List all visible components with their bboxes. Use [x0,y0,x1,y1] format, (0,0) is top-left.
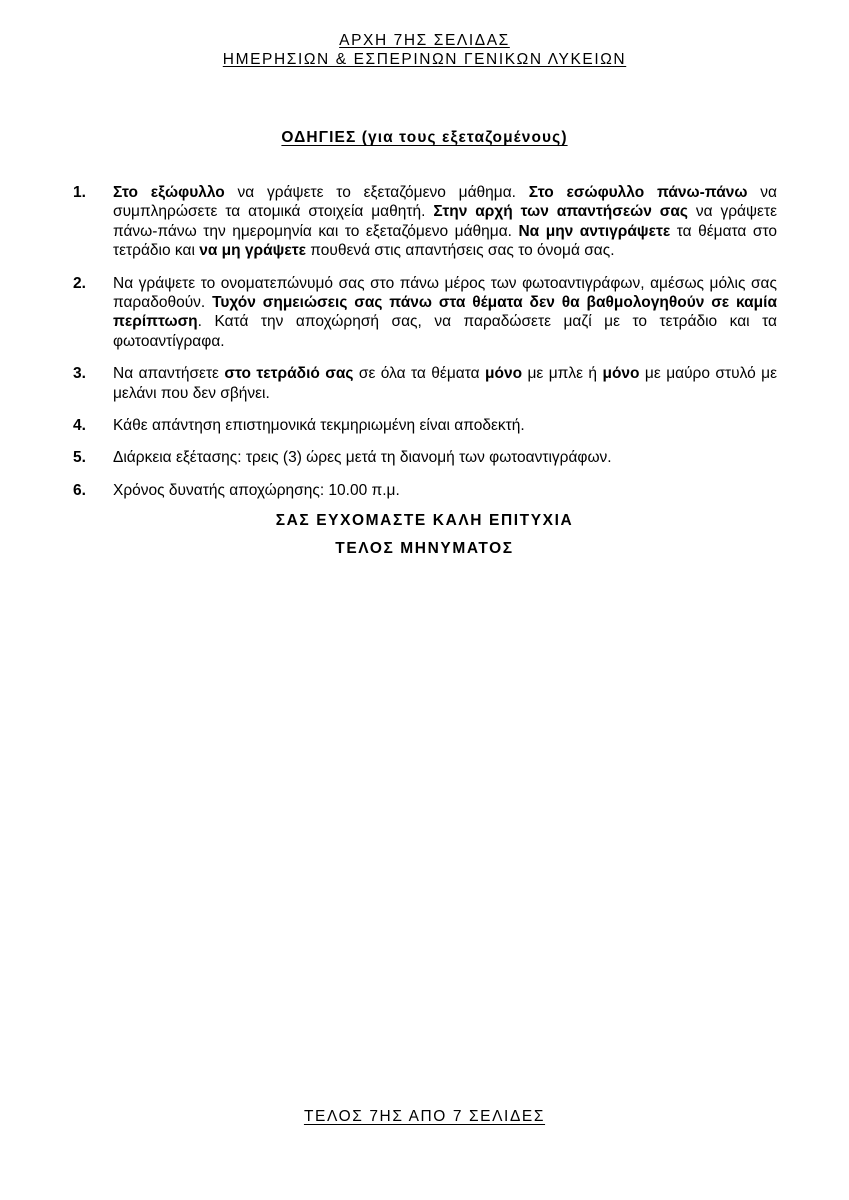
instruction-segment: με μπλε ή [522,365,603,383]
instruction-number: 2. [73,274,86,292]
instruction-segment: σε όλα τα θέματα [353,365,485,383]
instruction-item [73,364,777,403]
instruction-emphasis: να μη γράψετε [199,242,306,260]
instruction-text [113,364,777,403]
instruction-segment: να γράψετε πάνω-πάνω την ημερομηνία και το εξεταζόμενο μάθημα. [113,203,777,240]
end-of-message: ΤΕΛΟΣ ΜΗΝΥΜΑΤΟΣ [335,540,514,557]
instruction-emphasis: Τυχόν σημειώσεις σας πάνω στα θέματα δεν θα βαθμολογηθούν σε καμία περίπτωση [113,294,777,331]
instruction-emphasis: μόνο [485,365,523,383]
instruction-segment: Χρόνος δυνατής αποχώρησης: 10.00 π.μ. [113,481,400,499]
instruction-segment: Να απαντήσετε [113,365,225,383]
instructions-title: ΟΔΗΓΙΕΣ (για τους εξεταζομένους) [281,129,568,146]
instruction-segment: Να γράψετε το ονοματεπώνυμό σας στο πάνω μέρος των φωτοαντιγράφων, αμέσως μόλις σας παραδοθούν. [113,274,777,312]
instruction-text [113,274,777,352]
instruction-text [113,416,777,435]
page-header [0,31,849,69]
instruction-text [113,448,777,467]
instruction-number: 3. [73,365,86,383]
instruction-segment: να γράψετε το εξεταζόμενο μάθημα. [224,184,529,201]
instruction-number: 5. [73,449,86,467]
instruction-segment: με μαύρο στυλό με μελάνι που δεν σβήνει. [113,365,777,402]
instruction-segment: . Κατά την αποχώρησή σας, να παραδώσετε μαζί με το τετράδιο και τα φωτοαντίγραφα. [113,313,777,350]
instruction-segment: πουθενά στις απαντήσεις σας το όνομά σας. [305,242,615,260]
instructions-list [73,183,777,513]
instruction-text [113,183,777,261]
instruction-emphasis: μόνο [602,365,640,383]
instruction-emphasis: Στο εξώφυλλο [113,184,225,201]
instruction-number: 4. [73,417,86,435]
instruction-item [73,448,777,467]
page-footer: ΤΕΛΟΣ 7ΗΣ ΑΠΟ 7 ΣΕΛΙΔΕΣ [303,1108,546,1125]
header-line-2: ΗΜΕΡΗΣΙΩΝ & ΕΣΠΕΡΙΝΩΝ ΓΕΝΙΚΩΝ ΛΥΚΕΙΩΝ [222,51,627,68]
instruction-segment: Διάρκεια εξέτασης: τρεις (3) ώρες μετά τη διανομή των φωτοαντιγράφων. [113,449,612,467]
instruction-segment: τα θέματα στο τετράδιο και [113,222,777,260]
instruction-number: 6. [73,481,86,499]
good-luck-message: ΣΑΣ ΕΥΧΟΜΑΣΤΕ ΚΑΛΗ ΕΠΙΤΥΧΙΑ [275,512,574,529]
instruction-item [73,274,777,352]
instruction-number: 1. [73,184,86,201]
instruction-item [73,416,777,435]
instruction-segment: Κάθε απάντηση επιστημονικά τεκμηριωμένη είναι αποδεκτή. [113,417,525,435]
instruction-emphasis: Στην αρχή των απαντήσεών σας [433,203,688,221]
instruction-item [73,481,777,500]
header-line-1: ΑΡΧΗ 7ΗΣ ΣΕΛΙΔΑΣ [339,32,510,49]
instruction-text [113,481,777,500]
instruction-item [73,183,777,261]
instruction-emphasis: Να μην αντιγράψετε [518,222,671,240]
instruction-emphasis: Στο εσώφυλλο πάνω-πάνω [528,184,748,201]
instruction-segment: να συμπληρώσετε τα ατομικά στοιχεία μαθητή. [113,184,777,221]
instruction-emphasis: στο τετράδιό σας [224,365,354,383]
